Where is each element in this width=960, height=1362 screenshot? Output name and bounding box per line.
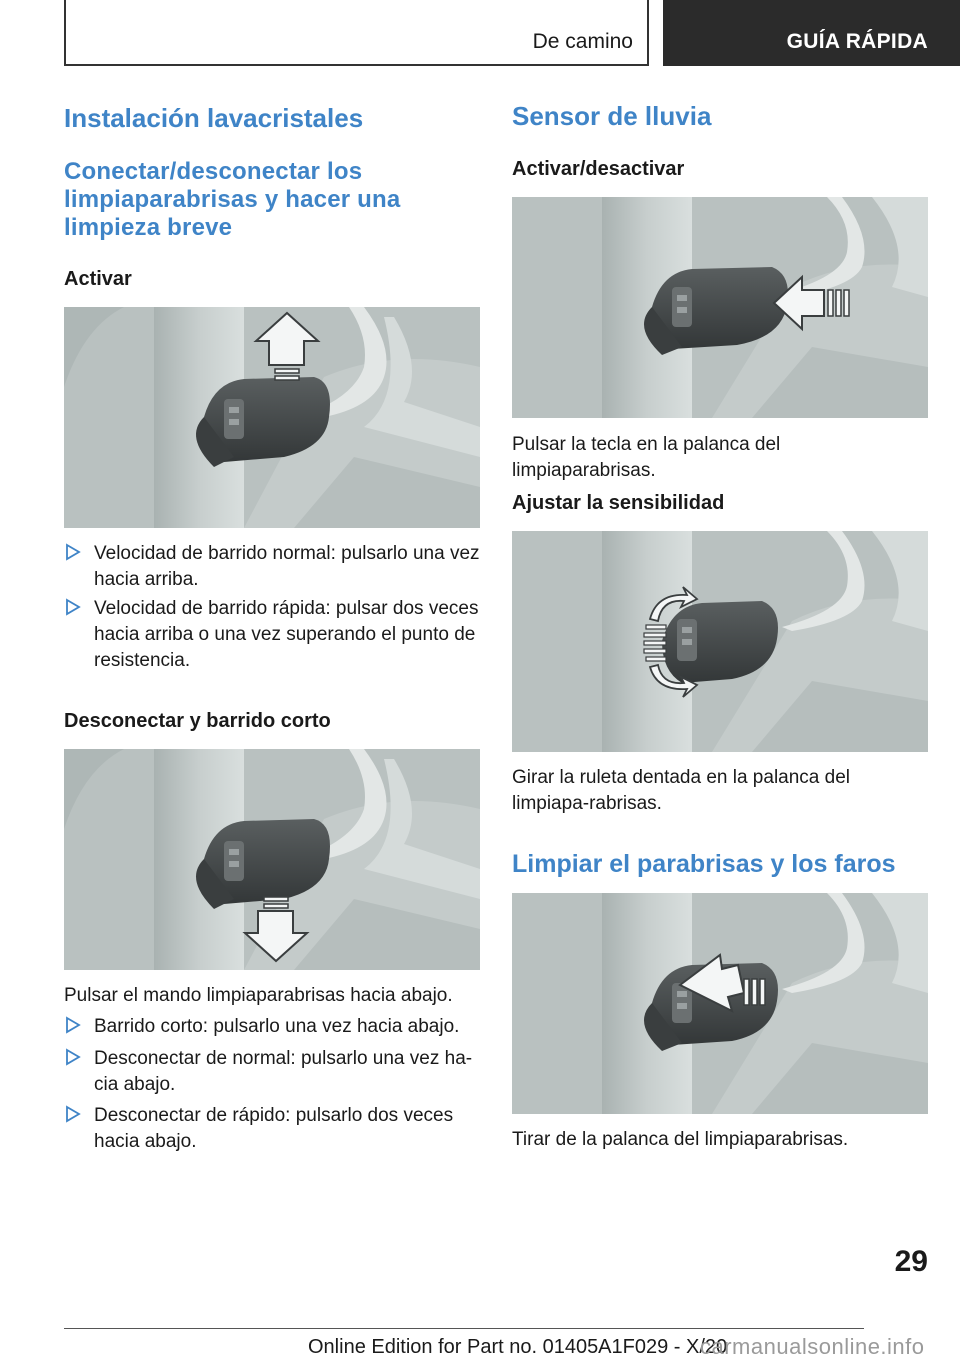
footer-divider xyxy=(64,1328,864,1329)
triangle-right-icon xyxy=(64,597,82,617)
deactivate-text: Pulsar el mando limpiaparabrisas hacia abajo. xyxy=(64,985,453,1006)
guide-label: GUÍA RÁPIDA xyxy=(786,30,928,53)
subtitle-wipers: Conectar/desconectar los limpiaparabrisas y hacer una limpieza breve xyxy=(64,158,401,241)
illustration-rain-sensor-button xyxy=(512,197,928,418)
bullet-item: Desconectar de normal: pulsarlo una vez ha‐cia abajo. xyxy=(64,1046,480,1098)
toggle-text: Pulsar la tecla en la palanca del limpiaparabrisas. xyxy=(512,434,781,481)
illustration-rain-sensor-wheel xyxy=(512,531,928,752)
heading-toggle: Activar/desactivar xyxy=(512,158,685,180)
section-title-clean: Limpiar el parabrisas y los faros xyxy=(512,850,896,878)
footer-edition: Online Edition for Part no. 01405A1F029 - X/20 xyxy=(308,1336,728,1358)
section-label: De camino xyxy=(532,30,633,53)
heading-activate: Activar xyxy=(64,268,132,290)
triangle-right-icon xyxy=(64,1104,82,1124)
section-title-rain-sensor: Sensor de lluvia xyxy=(512,101,712,131)
triangle-right-icon xyxy=(64,542,82,562)
illustration-wiper-lever-down xyxy=(64,749,480,970)
bullet-item: Velocidad de barrido normal: pulsarlo una vez hacia arriba. xyxy=(64,541,480,593)
header-guide-tab xyxy=(663,0,960,66)
illustration-wiper-lever-pull xyxy=(512,893,928,1114)
clean-text: Tirar de la palanca del limpiaparabrisas. xyxy=(512,1129,849,1150)
bullet-item: Velocidad de barrido rápida: pulsar dos veces hacia arriba o una vez superando el punto de resistencia. xyxy=(64,596,480,674)
bullet-item: Desconectar de rápido: pulsarlo dos veces hacia abajo. xyxy=(64,1103,480,1155)
section-title-washer: Instalación lavacristales xyxy=(64,103,364,133)
heading-deactivate: Desconectar y barrido corto xyxy=(64,710,331,732)
footer-watermark: carmanualsonline.info xyxy=(700,1334,925,1359)
heading-sensitivity: Ajustar la sensibilidad xyxy=(512,492,725,514)
illustration-wiper-lever-up xyxy=(64,307,480,528)
triangle-right-icon xyxy=(64,1047,82,1067)
triangle-right-icon xyxy=(64,1015,82,1035)
header-section-tab xyxy=(64,0,649,66)
page-number: 29 xyxy=(894,1245,928,1278)
sensitivity-text: Girar la ruleta dentada en la palanca del limpiapa‐rabrisas. xyxy=(512,767,851,814)
bullet-item: Barrido corto: pulsarlo una vez hacia abajo. xyxy=(64,1014,480,1040)
